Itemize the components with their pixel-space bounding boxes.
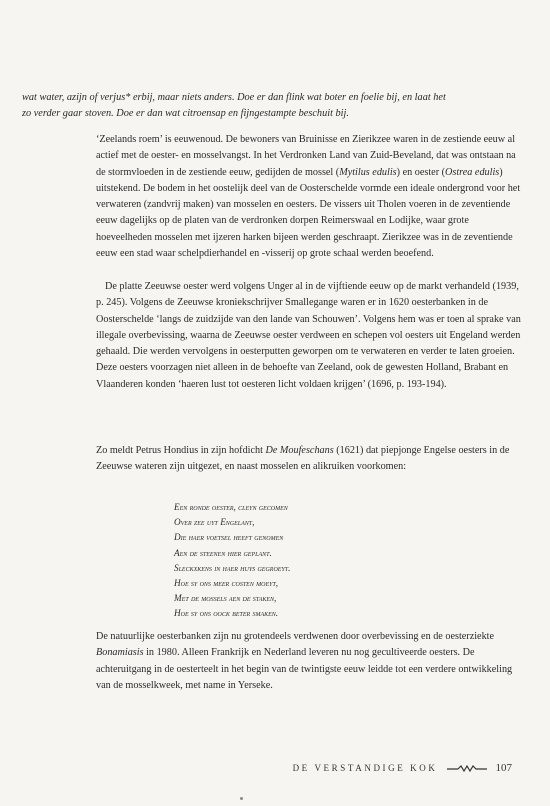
running-title: DE VERSTANDIGE KOK [292, 763, 438, 773]
paragraph-zeelands-roem [96, 132, 524, 262]
page-footer [293, 762, 512, 774]
latin-name-mossel: Mytilus edulis [339, 166, 397, 178]
paragraph-hondius [96, 443, 524, 476]
paragraph1-text-c: ) uitstekend. De bodem in het oostelijk deel van de Oosterschelde vormde een ideale ondergrond voor het verwateren (zandvrij maken) van mosselen en oesters. De vissers uit Tholen voeren in de zeventiende eeuw dagelijks op de platen van de verdronken dorpen Reimerswaal en Lodijke, waar grote hoeveelheden mosselen met ijzeren harken bijeen werden geschraapt. Zierikzee was in de zeventiende eeuw een stad waar schelpdierhandel en -visserij op grote schaal werden beoefend. [96, 166, 521, 260]
paragraph3-text-b: (1621) dat piepjonge Engelse oesters in de Zeeuwse wateren zijn uitgezet, en naast mosselen en alikruiken voorkomen: [96, 445, 510, 473]
poem-line: Die haer voetsel heeft genomen [174, 532, 284, 543]
poem-line: Sleckxkens in haer huys gegroeyt. [174, 562, 291, 573]
poem-line: Hoe sy ons oock beter smaken. [174, 608, 279, 619]
recipe-intro-text [22, 90, 522, 122]
paragraph3-text-a: Zo meldt Petrus Hondius in zijn hofdicht [96, 445, 266, 456]
poem-line: Met de mossels aen de staken, [174, 593, 277, 604]
poem-block [174, 500, 514, 622]
page-number: 107 [495, 762, 512, 774]
poem-line: Hoe sy ons meer costen moeyt, [174, 578, 279, 589]
paragraph-oesterbanken [96, 629, 524, 694]
poem-line: Over zee uyt Engelant, [174, 517, 255, 528]
poem-line: Aen de steenen hier geplant. [174, 547, 272, 558]
paragraph4-text-b: in 1980. Alleen Frankrijk en Nederland leveren nu nog gecultiveerde oesters. De achteruitgang in de oesterteelt in het begin van de twintigste eeuw leidde tot een verdere ontwikkeling van de mosselkweek, met name in Yerseke. [96, 647, 513, 691]
flourish-ornament-icon [446, 763, 488, 773]
paragraph-platte-oester [96, 279, 524, 393]
disease-name: Bonamiasis [96, 647, 144, 659]
poem-title: De Moufeschans [265, 445, 334, 456]
poem-line: Een ronde oester, cleyn gecomen [174, 502, 288, 512]
intro-line-2: zo verder gaar stoven. Doe er dan wat citroensap en fijngestampte beschuit bij. [22, 108, 349, 119]
paragraph4-text-a: De natuurlijke oesterbanken zijn nu grotendeels verdwenen door overbevissing en de oesterziekte [96, 631, 495, 642]
paragraph1-text-a: ‘Zeelands roem’ is eeuwenoud. De bewoners van Bruinisse en Zierikzee waren in de zestiende eeuw al actief met de oester- en mosselvangst. In het Verdronken Land van Zuid-Beveland, dat was ontstaan na de stormvloeden in de zestiende eeuw, gedijden de mossel ( [96, 134, 516, 178]
latin-name-oester: Ostrea edulis [445, 166, 500, 178]
bottom-center-mark [240, 797, 243, 800]
intro-line-1: wat water, azijn of verjus* erbij, maar niets anders. Doe er dan flink wat boter en foelie bij, en laat het [22, 92, 446, 103]
paragraph2-text: De platte Zeeuwse oester werd volgens Unger al in de vijftiende eeuw op de markt verhandeld (1939, p. 245). Volgens de Zeeuwse kroniekschrijver Smallegange waren er in 1620 oesterbanken in de Oosterschelde ‘langs de zuidzijde van den lande van Schouwen’. Volgens hem was er toen al sprake van illegale overbevissing, waarna de Zeeuwse oester verdween en schepen vol oesters uit Engeland werden gehaald. Die werden vervolgens in oesterputten geworpen om te verwateren en verder te laten groeien. Deze oesters voorzagen niet alleen in de behoefte van Zeeland, ook de gewesten Holland, Brabant en Vlaanderen konden ‘haeren lust tot oesteren licht voldaen krijgen’ (1696, p. 193-194). [96, 281, 521, 390]
paragraph1-text-b: ) en oester ( [396, 166, 446, 178]
